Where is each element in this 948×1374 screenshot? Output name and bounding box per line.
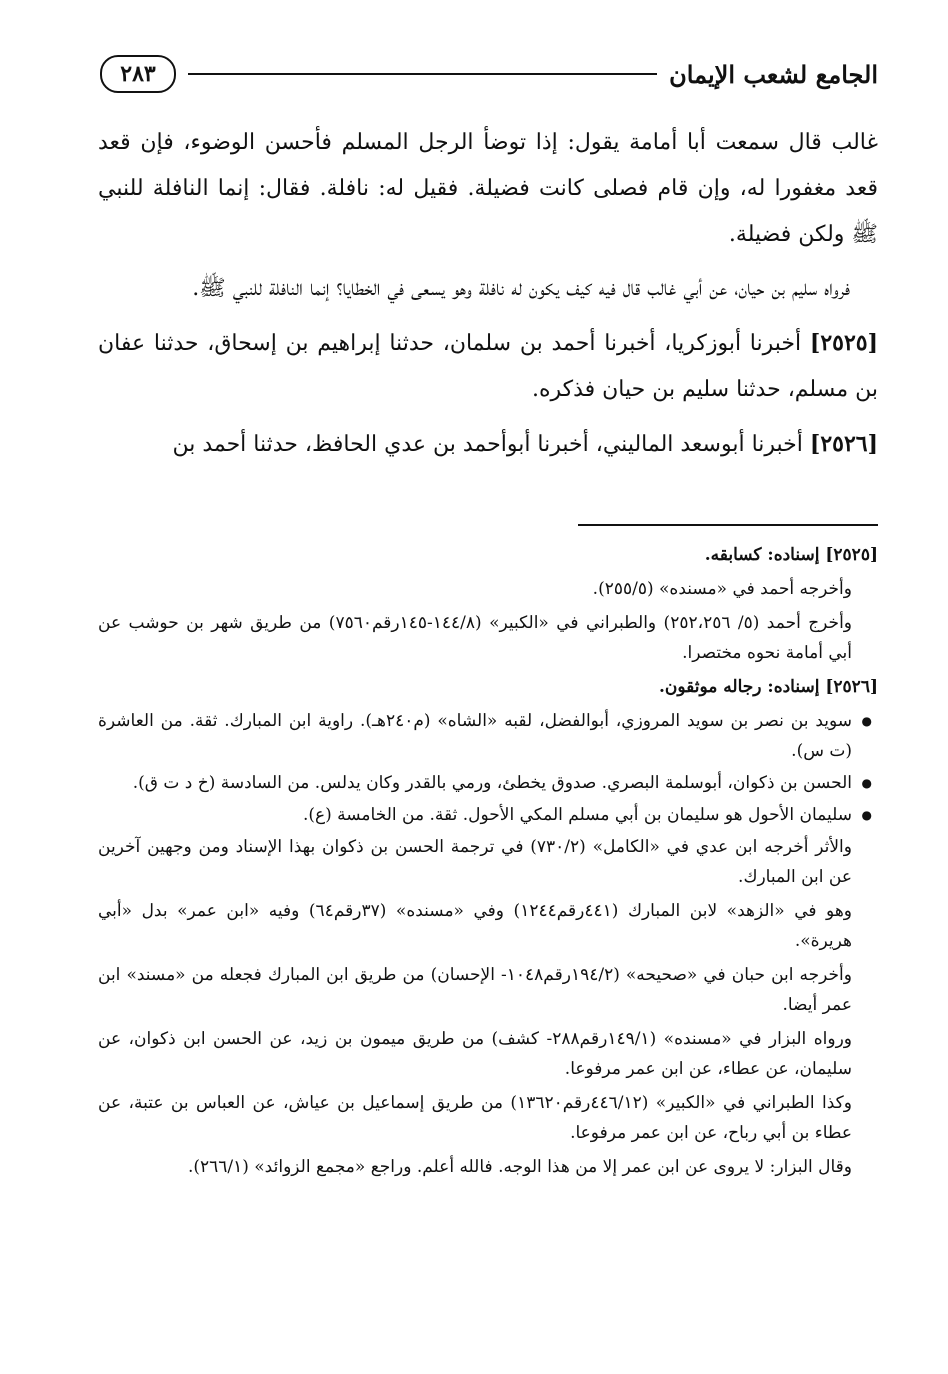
footnote-text: وقال البزار: لا يروى عن ابن عمر إلا من هذا الوجه. فالله أعلم. وراجع «مجمع الزوائد» (٢٦٦/١). xyxy=(187,1157,852,1177)
footnotes xyxy=(98,540,878,1186)
hadith-number: [٢٥٢٦] xyxy=(809,431,878,457)
hadith-entry xyxy=(98,421,878,468)
book-title: الجامع لشعب الإيمان xyxy=(669,59,878,89)
footnote-text: وأخرجه ابن حبان في «صحيحه» (١٩٤/٢رقم١٠٤٨- الإحسان) من طريق ابن المبارك فجعله من «مسند» ابن عمر أيضا. xyxy=(98,965,852,1015)
hadith-text: أخبرنا أبوسعد الماليني، أخبرنا أبوأحمد بن عدي الحافظ، حدثنا أحمد بن xyxy=(172,432,803,457)
footnote-text: ورواه البزار في «مسنده» (١٤٩/١رقم٢٨٨- كشف) من طريق ميمون بن زيد، عن الحسن ابن ذكوان، عن سليمان، عن عطاء، عن ابن عمر مرفوعا. xyxy=(98,1029,852,1079)
paragraph: فرواه سليم بن حيان، عن أبي غالب قال فيه كيف يكون له نافلة وهو يسعى في الخطايا؟ إنما النافلة للنبي ﷺ. xyxy=(192,276,850,301)
list-item: ● الحسن بن ذكوان، أبوسلمة البصري. صدوق يخطئ، ورمي بالقدر وكان يدلس. من السادسة (خ د ت ق). xyxy=(98,768,852,798)
hadith-text: أخبرنا أبوزكريا، أخبرنا أحمد بن سلمان، حدثنا إبراهيم بن إسحاق، حدثنا عفان بن مسلم، حدثنا سليم بن حيان فذكره. xyxy=(98,331,878,402)
hadith-entry xyxy=(98,320,878,413)
narrator-list xyxy=(98,706,878,830)
footnote-heading: [٢٥٢٥] إسناده: كسابقه. xyxy=(704,545,878,565)
running-header xyxy=(100,48,878,100)
page-number: ٢٨٣ xyxy=(100,55,176,93)
header-rule xyxy=(188,73,657,75)
footnote-text: وأخرج أحمد (٥/ ٢٥٢،٢٥٦) والطبراني في «الكبير» (١٤٤/٨-١٤٥رقم٧٥٦٠) من طريق شهر بن حوشب عن أبي أمامة نحوه مختصرا. xyxy=(98,613,853,663)
list-item: ● سويد بن نصر بن سويد المروزي، أبوالفضل، لقبه «الشاه» (م٢٤٠هـ). راوية ابن المبارك. ثقة. من العاشرة (ت س). xyxy=(98,706,852,766)
hadith-number: [٢٥٢٥] xyxy=(809,330,879,356)
footnote-text: وكذا الطبراني في «الكبير» (٤٤٦/١٢رقم١٣٦٢٠) من طريق إسماعيل بن عياش، عن العباس بن عتبة، عن عطاء بن أبي رباح، عن ابن عمر مرفوعا. xyxy=(98,1093,852,1143)
footnote-separator xyxy=(578,524,878,526)
footnote-text: وأخرجه أحمد في «مسنده» (٢٥٥/٥). xyxy=(592,579,852,599)
paragraph: غالب قال سمعت أبا أمامة يقول: إذا توضأ الرجل المسلم فأحسن الوضوء، فإن قعد قعد مغفورا له، وإن قام فصلى كانت فضيلة. فقيل له: نافلة. فقال: إنما النافلة للنبي ﷺ ولكن فضيلة. xyxy=(98,130,878,247)
footnote-heading: [٢٥٢٦] إسناده: رجاله موثقون. xyxy=(658,677,878,697)
footnote-text: والأثر أخرجه ابن عدي في «الكامل» (٧٣٠/٢) في ترجمة الحسن بن ذكوان بهذا الإسناد ومن وجهين آخرين عن ابن المبارك. xyxy=(98,837,852,887)
footnote-text: وهو في «الزهد» لابن المبارك (٤٤١رقم١٢٤٤) وفي «مسنده» (٣٧رقم٦٤) وفيه «ابن عمر» بدل «أبي هريرة». xyxy=(98,901,853,951)
list-item: ● سليمان الأحول هو سليمان بن أبي مسلم المكي الأحول. ثقة. من الخامسة (ع). xyxy=(98,800,852,830)
main-text xyxy=(98,120,878,476)
